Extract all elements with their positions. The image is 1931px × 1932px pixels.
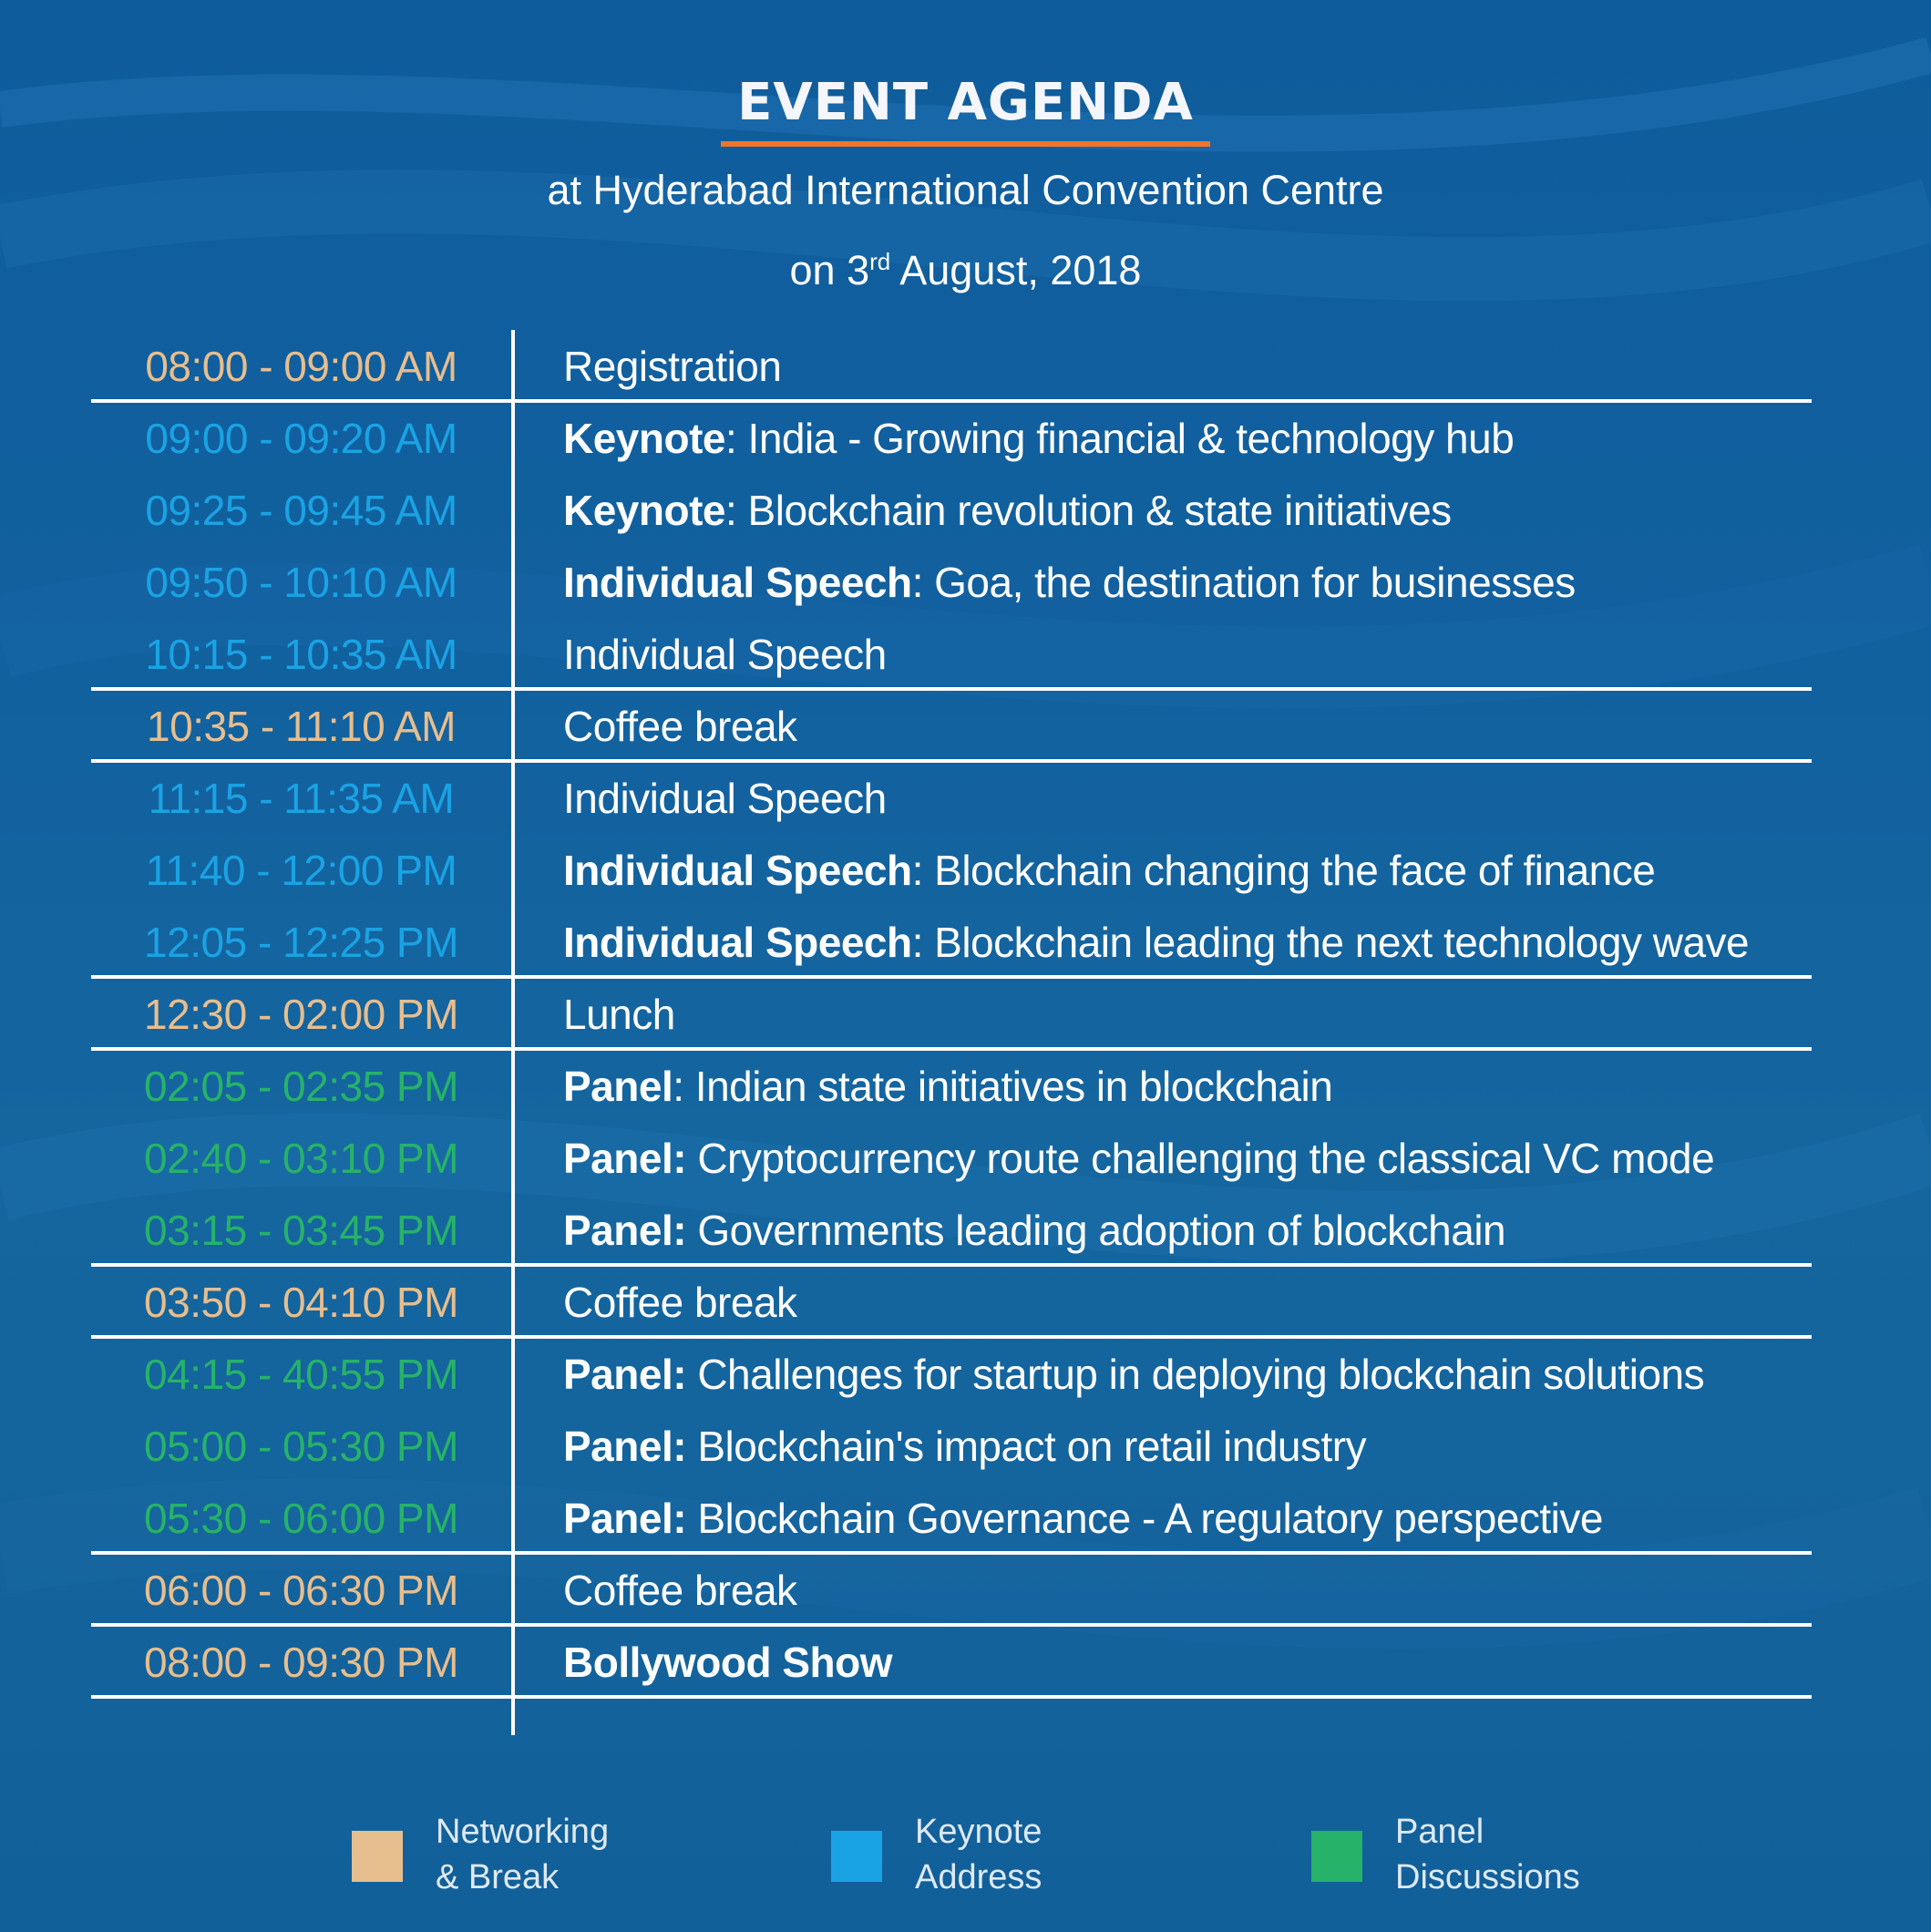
session-title: Coffee break [563, 1278, 797, 1326]
session-title: : Blockchain leading the next technology wave [911, 918, 1750, 966]
session-title: Governments leading adoption of blockchain [686, 1206, 1506, 1254]
agenda-row [91, 1194, 1812, 1266]
session-type-label: Bollywood Show [563, 1638, 892, 1686]
session-type-label: Panel: [563, 1206, 687, 1254]
legend-item-networking [352, 1809, 609, 1900]
agenda-session [563, 1566, 797, 1615]
agenda-time: 09:50 - 10:10 AM [145, 558, 457, 606]
session-title: : Blockchain changing the face of finance [911, 846, 1656, 894]
session-type-label: Keynote [563, 486, 725, 534]
agenda-row [91, 978, 1812, 1050]
agenda-row [91, 330, 1812, 402]
agenda-row [91, 1482, 1812, 1554]
session-title: Individual Speech [563, 774, 887, 822]
session-title: Registration [563, 342, 782, 390]
legend-swatch [831, 1831, 882, 1882]
session-title: : Indian state initiatives in blockchain [673, 1062, 1333, 1110]
legend-swatch [1311, 1831, 1362, 1882]
agenda-session [563, 1350, 1704, 1399]
agenda-session [563, 1278, 797, 1327]
agenda-row [91, 474, 1812, 546]
session-type-label: Individual Speech [563, 558, 912, 606]
agenda-row [91, 546, 1812, 618]
agenda-time: 05:30 - 06:00 PM [144, 1494, 458, 1542]
session-type-label: Individual Speech [563, 846, 912, 894]
session-title: : Goa, the destination for businesses [911, 558, 1576, 606]
agenda-session [563, 774, 887, 823]
agenda-session [563, 342, 781, 391]
agenda-session [563, 1638, 892, 1687]
legend-label [915, 1809, 1042, 1900]
legend-item-keynote [831, 1809, 1042, 1900]
agenda-divider [91, 1695, 1812, 1699]
legend-swatch [352, 1831, 403, 1882]
agenda-session [563, 918, 1749, 967]
agenda-time: 02:05 - 02:35 PM [144, 1062, 458, 1110]
legend-label-line2: Discussions [1395, 1858, 1580, 1896]
agenda-time: 10:35 - 11:10 AM [147, 702, 456, 750]
session-title: Coffee break [563, 1566, 797, 1614]
agenda-row [91, 1266, 1812, 1338]
agenda-time: 05:00 - 05:30 PM [144, 1422, 458, 1470]
header [0, 73, 1931, 298]
agenda-time: 12:05 - 12:25 PM [144, 918, 458, 966]
agenda-session [563, 1422, 1366, 1471]
date-suffix: August, 2018 [890, 247, 1142, 293]
agenda-time: 03:50 - 04:10 PM [144, 1278, 458, 1326]
agenda-row [91, 1626, 1812, 1698]
legend-label-line2: & Break [436, 1858, 560, 1896]
legend-label-line2: Address [915, 1858, 1043, 1896]
agenda-session [563, 1206, 1505, 1255]
legend [0, 1809, 1931, 1909]
agenda-session [563, 414, 1514, 463]
session-title: Lunch [563, 990, 675, 1038]
agenda-row [91, 402, 1812, 474]
agenda-session [563, 486, 1452, 535]
session-title: Individual Speech [563, 630, 887, 678]
session-title: Blockchain Governance - A regulatory perspective [686, 1494, 1603, 1542]
agenda-row [91, 1338, 1812, 1410]
legend-label-line1: Keynote [915, 1813, 1043, 1851]
agenda-row [91, 834, 1812, 906]
session-type-label: Individual Speech [563, 918, 912, 966]
agenda-time: 09:00 - 09:20 AM [145, 414, 457, 462]
agenda-session [563, 702, 797, 751]
agenda-time: 11:40 - 12:00 PM [145, 846, 457, 894]
session-type-label: Panel: [563, 1134, 687, 1182]
agenda-row [91, 1554, 1812, 1626]
agenda-session [563, 630, 887, 679]
agenda-row [91, 618, 1812, 690]
session-title: Cryptocurrency route challenging the classical VC mode [686, 1134, 1715, 1182]
agenda-session [563, 1062, 1332, 1111]
agenda-time: 03:15 - 03:45 PM [144, 1206, 458, 1254]
session-type-label: Panel [563, 1062, 673, 1110]
date-line [0, 234, 1931, 298]
agenda-row [91, 1050, 1812, 1122]
agenda-row [91, 1410, 1812, 1482]
agenda-session [563, 1134, 1714, 1183]
session-title: : Blockchain revolution & state initiatives [724, 486, 1452, 534]
agenda-time: 11:15 - 11:35 AM [148, 774, 455, 822]
agenda-time: 08:00 - 09:00 AM [145, 342, 457, 390]
session-type-label: Panel: [563, 1494, 687, 1542]
event-agenda-title: EVENT AGENDA [721, 73, 1210, 147]
agenda-time: 09:25 - 09:45 AM [145, 486, 457, 534]
agenda-row [91, 690, 1812, 762]
agenda-time: 10:15 - 10:35 AM [145, 630, 457, 678]
session-title: Blockchain's impact on retail industry [686, 1422, 1367, 1470]
legend-label-line1: Panel [1395, 1813, 1484, 1851]
session-type-label: Keynote [563, 414, 725, 462]
legend-label [1395, 1809, 1580, 1900]
legend-item-panel [1311, 1809, 1580, 1900]
agenda-row [91, 762, 1812, 834]
agenda-time: 08:00 - 09:30 PM [144, 1638, 458, 1686]
agenda-row [91, 906, 1812, 978]
session-title: Coffee break [563, 702, 797, 750]
agenda-session [563, 558, 1576, 607]
agenda-session [563, 990, 675, 1039]
agenda-row [91, 1122, 1812, 1194]
agenda-time: 06:00 - 06:30 PM [144, 1566, 458, 1614]
agenda-session [563, 846, 1655, 895]
agenda-time: 12:30 - 02:00 PM [144, 990, 458, 1038]
agenda-session [563, 1494, 1603, 1543]
legend-label-line1: Networking [436, 1813, 610, 1851]
session-title: : India - Growing financial & technology hub [724, 414, 1515, 462]
venue-line: at Hyderabad International Convention Centre [547, 167, 1384, 213]
agenda-time: 04:15 - 40:55 PM [144, 1350, 458, 1398]
date-prefix: on 3 [789, 247, 870, 293]
date-ordinal: rd [869, 248, 891, 275]
session-title: Challenges for startup in deploying blockchain solutions [686, 1350, 1705, 1398]
session-type-label: Panel: [563, 1350, 687, 1398]
agenda-table [91, 330, 1812, 1735]
session-type-label: Panel: [563, 1422, 687, 1470]
legend-label [436, 1809, 609, 1900]
agenda-time: 02:40 - 03:10 PM [144, 1134, 458, 1182]
